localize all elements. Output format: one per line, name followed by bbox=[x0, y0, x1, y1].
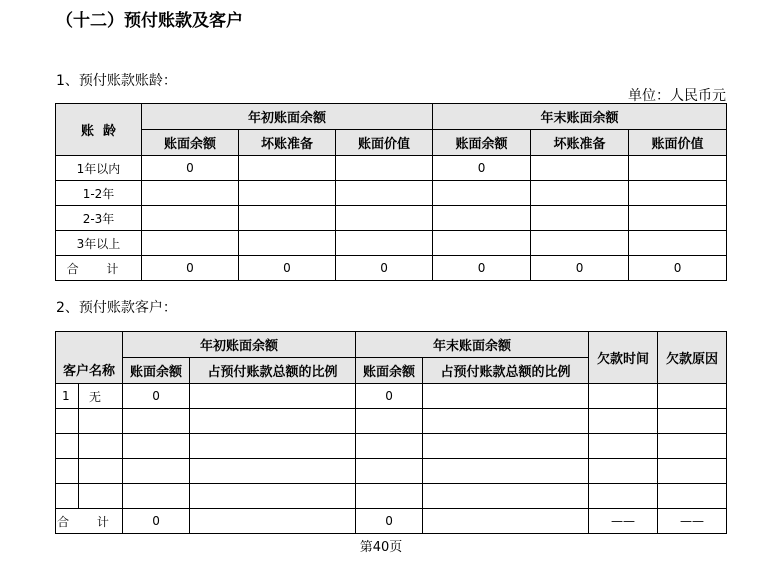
row-label: 2-3年 bbox=[56, 206, 142, 231]
customer-group-begin: 年初账面余额 bbox=[123, 332, 356, 358]
table-cell: 0 bbox=[142, 256, 239, 281]
table-cell bbox=[589, 384, 658, 409]
table-cell bbox=[336, 156, 433, 181]
customer-col-header: 账面余额 bbox=[356, 358, 423, 384]
row-label: 3年以上 bbox=[56, 231, 142, 256]
table-cell bbox=[531, 156, 629, 181]
table-cell bbox=[629, 206, 727, 231]
table-cell bbox=[190, 434, 356, 459]
table-cell bbox=[190, 484, 356, 509]
table-cell bbox=[356, 409, 423, 434]
customer-group-end: 年末账面余额 bbox=[356, 332, 589, 358]
table-cell: 0 bbox=[123, 509, 190, 534]
row-index bbox=[56, 409, 79, 434]
table-cell: —— bbox=[589, 509, 658, 534]
table-cell bbox=[658, 384, 727, 409]
row-index bbox=[56, 434, 79, 459]
aging-group-begin: 年初账面余额 bbox=[142, 104, 433, 130]
page-title: （十二）预付账款及客户 bbox=[56, 11, 243, 31]
table-cell: —— bbox=[658, 509, 727, 534]
table-row bbox=[56, 206, 727, 231]
table-cell: 0 bbox=[356, 384, 423, 409]
total-row bbox=[56, 256, 727, 281]
table-cell bbox=[190, 384, 356, 409]
table-cell bbox=[239, 156, 336, 181]
table-cell bbox=[423, 409, 589, 434]
table-cell bbox=[433, 181, 531, 206]
table-cell bbox=[531, 206, 629, 231]
table-row bbox=[56, 409, 727, 434]
table-cell bbox=[123, 459, 190, 484]
table-cell bbox=[142, 206, 239, 231]
table-cell bbox=[239, 231, 336, 256]
table-cell bbox=[629, 181, 727, 206]
customer-name bbox=[79, 459, 123, 484]
customer-name: 无 bbox=[79, 384, 123, 409]
table-cell bbox=[123, 484, 190, 509]
table-cell bbox=[531, 231, 629, 256]
table-cell bbox=[629, 231, 727, 256]
table-cell bbox=[423, 459, 589, 484]
table-cell bbox=[423, 384, 589, 409]
table-cell: 0 bbox=[356, 509, 423, 534]
table-row bbox=[56, 181, 727, 206]
table-cell bbox=[423, 484, 589, 509]
section1-heading: 1、预付账款账龄： bbox=[56, 73, 177, 89]
section2-heading: 2、预付账款客户： bbox=[56, 300, 177, 316]
aging-col-header: 坏账准备 bbox=[239, 130, 336, 156]
row-label: 合 计 bbox=[56, 256, 142, 281]
page-number: 第40页 bbox=[359, 540, 403, 555]
table-cell bbox=[589, 409, 658, 434]
aging-col-header: 账面价值 bbox=[629, 130, 727, 156]
table-cell: 0 bbox=[433, 156, 531, 181]
table-cell bbox=[336, 181, 433, 206]
row-label: 1年以内 bbox=[56, 156, 142, 181]
table-cell bbox=[123, 409, 190, 434]
table-cell bbox=[336, 231, 433, 256]
table-cell bbox=[423, 434, 589, 459]
table-cell bbox=[142, 181, 239, 206]
table-cell bbox=[629, 156, 727, 181]
customer-table bbox=[55, 331, 727, 534]
table-cell bbox=[589, 459, 658, 484]
aging-col-header: 坏账准备 bbox=[531, 130, 629, 156]
table-cell bbox=[356, 459, 423, 484]
table-cell bbox=[658, 484, 727, 509]
table-cell bbox=[142, 231, 239, 256]
table-cell bbox=[658, 459, 727, 484]
table-cell bbox=[433, 206, 531, 231]
table-cell bbox=[123, 434, 190, 459]
table-cell bbox=[589, 484, 658, 509]
customer-col-header: 账面余额 bbox=[123, 358, 190, 384]
aging-col-header: 账面余额 bbox=[142, 130, 239, 156]
table-cell: 0 bbox=[433, 256, 531, 281]
customer-col-header: 占预付账款总额的比例 bbox=[190, 358, 356, 384]
table-cell bbox=[190, 509, 356, 534]
total-row bbox=[56, 509, 727, 534]
row-label: 1-2年 bbox=[56, 181, 142, 206]
aging-group-end: 年末账面余额 bbox=[433, 104, 727, 130]
row-label: 合 计 bbox=[56, 509, 123, 534]
customer-name-header: 客户名称 bbox=[56, 332, 123, 384]
row-index bbox=[56, 484, 79, 509]
table-row bbox=[56, 384, 727, 409]
table-row bbox=[56, 434, 727, 459]
table-cell: 0 bbox=[531, 256, 629, 281]
customer-name bbox=[79, 409, 123, 434]
row-index bbox=[56, 459, 79, 484]
table-cell bbox=[658, 434, 727, 459]
table-cell: 0 bbox=[239, 256, 336, 281]
customer-name bbox=[79, 434, 123, 459]
aging-row-header: 账 龄 bbox=[56, 104, 142, 156]
table-cell: 0 bbox=[336, 256, 433, 281]
table-row bbox=[56, 231, 727, 256]
table-row bbox=[56, 484, 727, 509]
aging-col-header: 账面余额 bbox=[433, 130, 531, 156]
table-cell bbox=[423, 509, 589, 534]
table-cell: 0 bbox=[142, 156, 239, 181]
currency-unit: 单位：人民币元 bbox=[628, 88, 726, 104]
table-cell: 0 bbox=[123, 384, 190, 409]
table-cell bbox=[356, 434, 423, 459]
table-cell: 0 bbox=[629, 256, 727, 281]
aging-col-header: 账面价值 bbox=[336, 130, 433, 156]
table-cell bbox=[190, 459, 356, 484]
table-cell bbox=[356, 484, 423, 509]
customer-col-header: 占预付账款总额的比例 bbox=[423, 358, 589, 384]
table-cell bbox=[589, 434, 658, 459]
table-cell bbox=[336, 206, 433, 231]
table-cell bbox=[190, 409, 356, 434]
arrears-time-header: 欠款时间 bbox=[589, 332, 658, 384]
table-cell bbox=[531, 181, 629, 206]
table-cell bbox=[658, 409, 727, 434]
customer-name bbox=[79, 484, 123, 509]
table-cell bbox=[239, 181, 336, 206]
table-row bbox=[56, 156, 727, 181]
aging-table bbox=[55, 103, 727, 281]
row-index: 1 bbox=[56, 384, 79, 409]
arrears-reason-header: 欠款原因 bbox=[658, 332, 727, 384]
table-cell bbox=[239, 206, 336, 231]
table-cell bbox=[433, 231, 531, 256]
table-row bbox=[56, 459, 727, 484]
